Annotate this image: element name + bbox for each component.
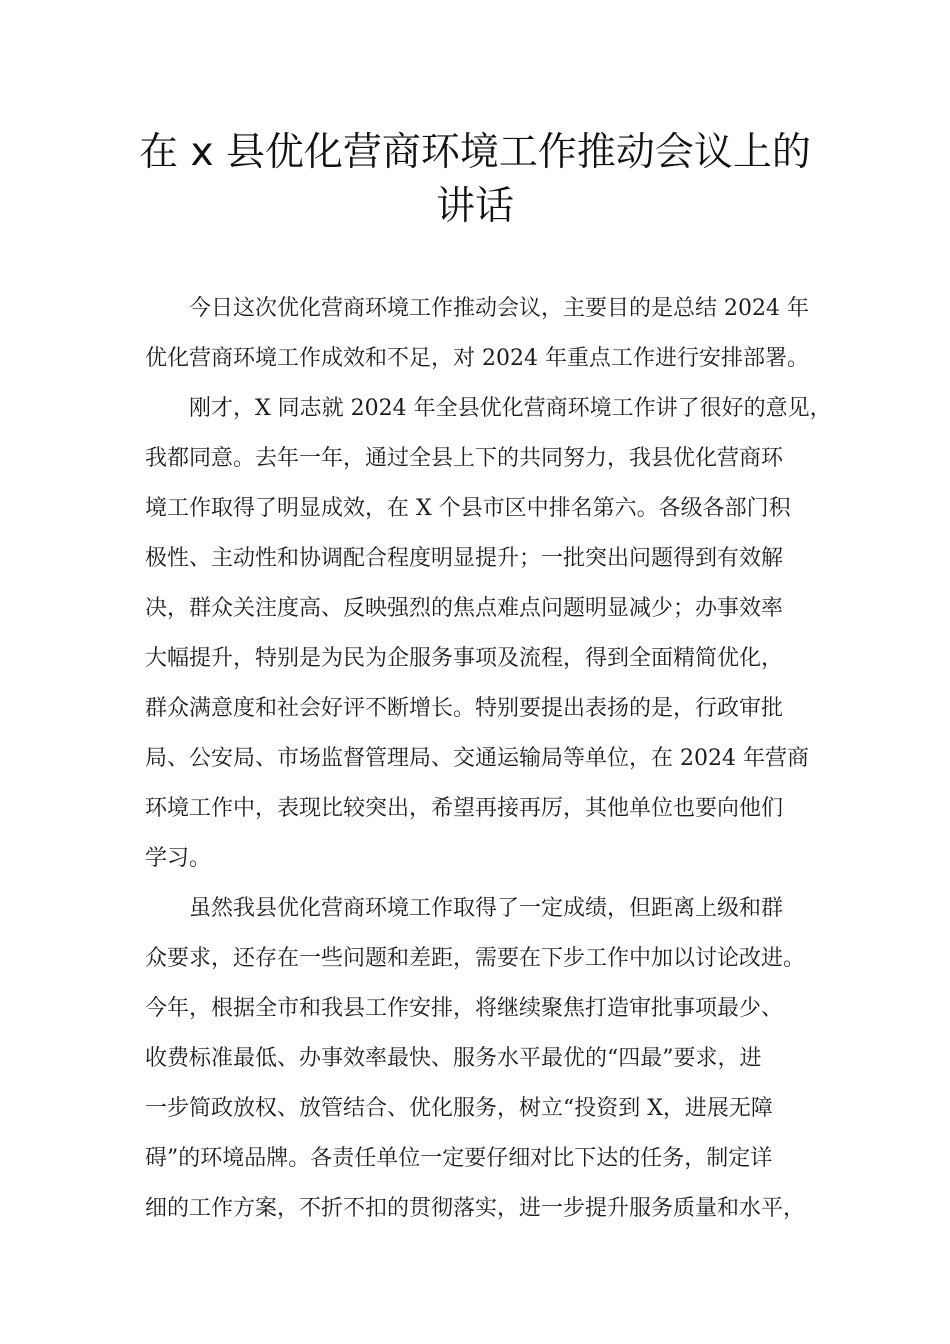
- paragraph-line: 大幅提升，特别是为民为企服务事项及流程，得到全面精简优化，: [145, 646, 784, 671]
- paragraph-line: 碍”的环境品牌。各责任单位一定要仔细对比下达的任务，制定详: [145, 1146, 773, 1171]
- paragraph-line: 虽然我县优化营商环境工作取得了一定成绩，但距离上级和群: [189, 896, 784, 921]
- title-line-1: 在 x 县优化营商环境工作推动会议上的: [139, 130, 811, 175]
- paragraph-line: 极性、主动性和协调配合程度明显提升；一批突出问题得到有效解: [145, 546, 784, 571]
- paragraph-line: 今日这次优化营商环境工作推动会议，主要目的是总结 2024 年: [189, 296, 809, 321]
- paragraph-1: [145, 284, 825, 384]
- document-title: [100, 126, 850, 234]
- paragraph-line: 刚才，X 同志就 2024 年全县优化营商环境工作讲了很好的意见，: [189, 396, 832, 421]
- paragraph-line: 细的工作方案，不折不扣的贯彻落实，进一步提升服务质量和水平，: [145, 1196, 806, 1221]
- document-body: [145, 284, 832, 1234]
- paragraph-line: 优化营商环境工作成效和不足，对 2024 年重点工作进行安排部署。: [145, 346, 809, 371]
- title-line-2: 讲话: [435, 184, 514, 229]
- paragraph-line: 众要求，还存在一些问题和差距，需要在下步工作中加以讨论改进。: [145, 946, 806, 971]
- paragraph-line: 环境工作中，表现比较突出，希望再接再厉，其他单位也要向他们: [145, 796, 784, 821]
- paragraph-line: 学习。: [145, 846, 212, 871]
- paragraph-line: 决，群众关注度高、反映强烈的焦点难点问题明显减少；办事效率: [145, 596, 784, 621]
- paragraph-2: [145, 384, 832, 884]
- paragraph-line: 今年，根据全市和我县工作安排，将继续聚焦打造审批事项最少、: [145, 996, 784, 1021]
- paragraph-line: 群众满意度和社会好评不断增长。特别要提出表扬的是，行政审批: [145, 696, 784, 721]
- paragraph-3: [145, 884, 825, 1234]
- paragraph-line: 收费标准最低、办事效率最快、服务水平最优的“四最”要求，进: [145, 1046, 762, 1071]
- paragraph-line: 境工作取得了明显成效，在 X 个县市区中排名第六。各级各部门积: [145, 496, 791, 521]
- paragraph-line: 局、公安局、市场监督管理局、交通运输局等单位，在 2024 年营商: [145, 746, 809, 771]
- paragraph-line: 我都同意。去年一年，通过全县上下的共同努力，我县优化营商环: [145, 446, 784, 471]
- paragraph-line: 一步简政放权、放管结合、优化服务，树立“投资到 X，进展无障: [145, 1096, 773, 1121]
